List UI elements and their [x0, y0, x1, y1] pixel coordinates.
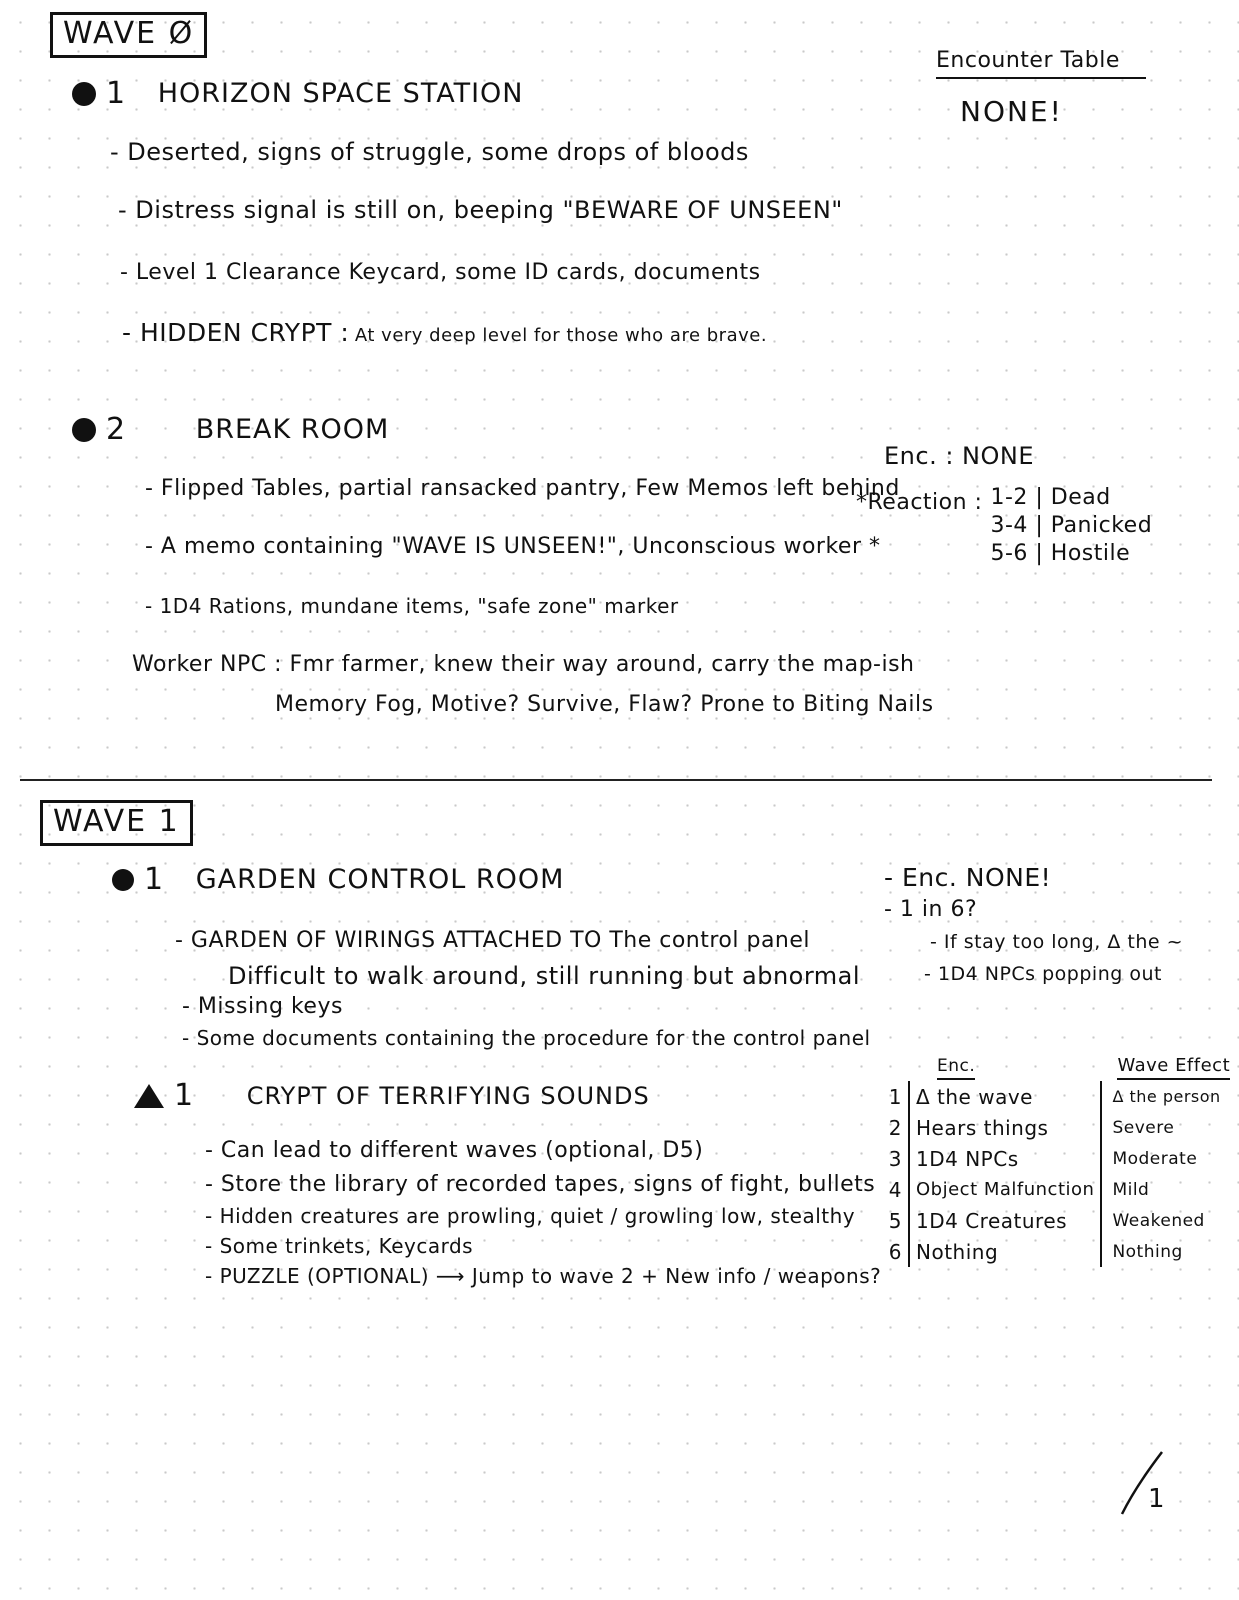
room-1-number: 1 [106, 76, 127, 111]
hidden-crypt-line [122, 318, 767, 347]
garden-encounter-note: - 1D4 NPCs popping out [924, 963, 1162, 985]
garden-room-item: - GARDEN OF WIRINGS ATTACHED TO The control panel [175, 928, 811, 953]
encounter-table-heading: Encounter Table [936, 48, 1146, 79]
table-header-row [882, 1050, 1236, 1081]
room-2-number: 2 [106, 412, 127, 447]
crypt-item: - PUZZLE (OPTIONAL) ⟶ Jump to wave 2 + New info / weapons? [205, 1264, 882, 1288]
filled-circle-icon [72, 418, 96, 442]
garden-encounter-note: - Enc. NONE! [884, 863, 1052, 892]
garden-room-number: 1 [144, 862, 165, 897]
crypt-item: - Some trinkets, Keycards [205, 1234, 474, 1258]
table-row [882, 1236, 1236, 1267]
row-number: 1 [882, 1081, 909, 1112]
enc-column-header-text: Enc. [937, 1056, 975, 1080]
garden-room-item: Difficult to walk around, still running but abnormal [228, 962, 861, 990]
table-row [882, 1205, 1236, 1236]
worker-npc-line-2: Memory Fog, Motive? Survive, Flaw? Prone to Biting Nails [275, 692, 934, 717]
reaction-row: 1-2 | Dead [990, 485, 1111, 510]
table-row [882, 1174, 1236, 1205]
table-row [882, 1081, 1236, 1112]
room-2-item: - A memo containing "WAVE IS UNSEEN!", Unconscious worker * [145, 534, 881, 559]
room-1-heading [72, 76, 524, 111]
room-1-item: - Distress signal is still on, beeping "BEWARE OF UNSEEN" [118, 196, 843, 224]
wave-1-encounter-table [882, 1050, 1236, 1267]
row-effect: Nothing [1101, 1236, 1236, 1267]
row-number: 3 [882, 1143, 909, 1174]
enc-column-header [909, 1050, 1101, 1081]
row-effect: Mild [1101, 1174, 1236, 1205]
row-number: 6 [882, 1236, 909, 1267]
hidden-crypt-text: At very deep level for those who are brave. [354, 325, 768, 346]
hidden-crypt-label: - HIDDEN CRYPT : [122, 318, 350, 347]
row-encounter: Object Malfunction [916, 1179, 1095, 1200]
room-1-title: HORIZON SPACE STATION [157, 78, 524, 109]
row-encounter: 1D4 NPCs [916, 1146, 1019, 1171]
page-number-text: 1 [1148, 1484, 1166, 1514]
table-row [882, 1143, 1236, 1174]
garden-room-item: - Missing keys [182, 994, 343, 1019]
row-number: 2 [882, 1112, 909, 1143]
garden-encounter-note: - If stay too long, Δ the ~ [930, 931, 1184, 953]
row-effect: Weakened [1101, 1205, 1236, 1236]
crypt-item: - Hidden creatures are prowling, quiet / growling low, stealthy [205, 1204, 856, 1228]
room-1-item: - Level 1 Clearance Keycard, some ID cards, documents [120, 260, 761, 285]
table-header-blank [882, 1050, 909, 1081]
row-effect: Δ the person [1101, 1081, 1236, 1112]
garden-encounter-note: - 1 in 6? [884, 897, 978, 922]
row-effect: Moderate [1101, 1143, 1236, 1174]
row-encounter: Nothing [916, 1239, 999, 1264]
row-encounter: Δ the wave [916, 1084, 1033, 1109]
encounter-table-block [936, 48, 1146, 128]
reaction-label: *Reaction : [856, 490, 983, 515]
room-2-heading [72, 412, 389, 447]
encounter-table-value: NONE! [960, 95, 1063, 128]
crypt-heading [134, 1078, 650, 1113]
effect-column-header [1101, 1050, 1236, 1081]
room-2-item: - Flipped Tables, partial ransacked pantry, Few Memos left behind [145, 476, 900, 501]
wave-1-title: WAVE 1 [40, 800, 193, 846]
crypt-item: - Can lead to different waves (optional, D5) [205, 1138, 704, 1163]
room-1-item: - Deserted, signs of struggle, some drops of bloods [110, 138, 749, 166]
reaction-row: 3-4 | Panicked [990, 513, 1153, 538]
wave-divider [20, 779, 1212, 781]
row-encounter: 1D4 Creatures [916, 1208, 1068, 1233]
reaction-block [856, 484, 1152, 568]
garden-room-title: GARDEN CONTROL ROOM [195, 864, 565, 895]
garden-encounter-notes [884, 862, 1183, 990]
room-2-encounter: Enc. : NONE [884, 442, 1035, 470]
crypt-title: CRYPT OF TERRIFYING SOUNDS [246, 1081, 650, 1110]
garden-room-heading [112, 862, 564, 897]
reaction-row: 5-6 | Hostile [990, 541, 1131, 566]
crypt-number: 1 [174, 1078, 195, 1113]
page-number [1118, 1448, 1170, 1522]
filled-triangle-icon [134, 1084, 164, 1108]
row-number: 5 [882, 1205, 909, 1236]
garden-room-item: - Some documents containing the procedure for the control panel [182, 1026, 871, 1050]
worker-npc-line-1: Worker NPC : Fmr farmer, knew their way around, carry the map-ish [132, 652, 915, 677]
effect-column-header-text: Wave Effect [1117, 1055, 1230, 1080]
row-encounter: Hears things [916, 1115, 1049, 1140]
room-2-item: - 1D4 Rations, mundane items, "safe zone" marker [145, 594, 679, 618]
filled-circle-icon [112, 869, 134, 891]
wave-0-title: WAVE Ø [50, 12, 207, 58]
row-effect: Severe [1101, 1112, 1236, 1143]
crypt-item: - Store the library of recorded tapes, signs of fight, bullets [205, 1172, 876, 1197]
filled-circle-icon [72, 82, 96, 106]
row-number: 4 [882, 1174, 909, 1205]
reaction-rows [990, 484, 1152, 568]
encounter-table [882, 1050, 1236, 1267]
room-2-title: BREAK ROOM [195, 414, 390, 445]
table-row [882, 1112, 1236, 1143]
